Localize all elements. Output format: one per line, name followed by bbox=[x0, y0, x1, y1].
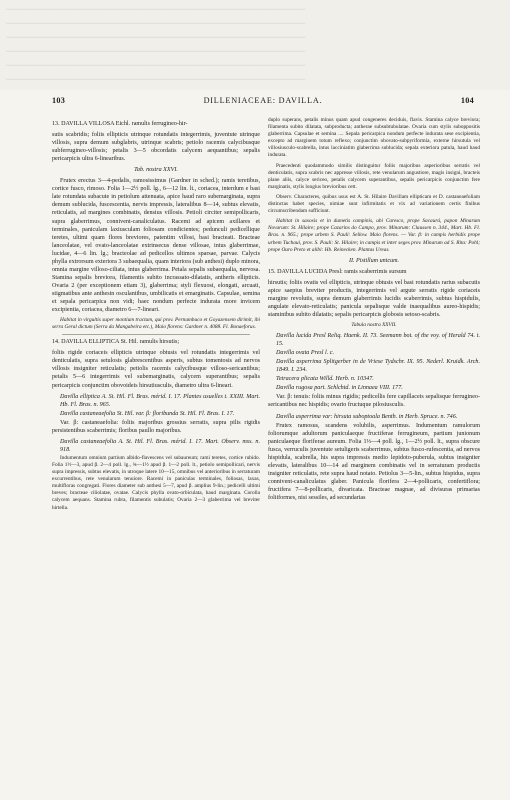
species-15-citation: Davilla asperrima Splitgerber in de Vriese Tydschr. IX. 95. Nederl. Kruidk. Arch. 1849. I. 234. bbox=[276, 359, 480, 374]
species-15-variety: Var. β: tenuis: foliis minus rigidis; pedicellis fere capillaceis sepalisque ferrugineo-sericantibus nec hispidis; ovario fructuque pilosiusculis. bbox=[268, 394, 480, 409]
ghost-text-line: ───────────────────────────────────────────────────────────────── bbox=[6, 48, 306, 55]
species-14-citation: Davilla elliptica A. St. Hil. Fl. Bras. mérid. I. 17. Plantes usuelles t. XXIII. Mart. Hb. Fl. Bras. n. 965. bbox=[60, 393, 260, 408]
species-15-plate: Tabula nostra XXVII. bbox=[351, 322, 397, 329]
divider bbox=[62, 334, 250, 335]
species-15-citation: Tetracera plicata Willd. Herb. n. 10347. bbox=[276, 376, 374, 383]
species-15-citation: Davilla rugosa part. Schlchtd. in Linnaea VIII. 177. bbox=[276, 385, 403, 392]
page-number-right: 104 bbox=[460, 96, 474, 105]
species-15-citation: Davilla ovata Presl l. c. bbox=[276, 350, 334, 357]
ghost-text-line: ───────────────────────────────────────────────────────────────── bbox=[6, 76, 306, 83]
species-13-plate: Tab. nostra XXVI. bbox=[134, 167, 178, 174]
species-14-description: Indumentum omnium partium albido-flavescens vel subaureum; rami teretes, cortice rubido. Folia 1½—3, apud β. 2—4 poll. lg., ¾—1½ apud β. 1—2 poll. lt., petiolo semipollicari, nervis supra impressis, subtus elevatis, in utroque latere 10—15, omnibus vel anterioribus in serraturam excurrentibus, rete venularum tenuiore. Racemi in paniculas terminales, foliosas, laxas, multifloras congregati. Flores diameter sub anthesi 5—7, apud β. amplius 9-lin.; pedicelli ultimi breves; bracteae ciliolatae, ovatae. Calycis phylla ovato-orbiculata, haud marginata. Corolla calycem aequans. Stamina rubra, filamentis subulatis; Ovaria 2—3 glaberrima vel breviter hirtella. bbox=[52, 454, 260, 511]
species-14-comparison: Praecedenti quodammodo similis distinguitur foliis majoribus asperioribus serratis vel denticulatis, supra scabris nec appresse villosis, rete venularum angustiore, magis insigni, bracteis plane aliis, calyce sericeo, petalis calycem superantibus, sepalis pericarpicis conjunctim fere marginatis, stylis longius brevioribus cett. bbox=[268, 162, 480, 190]
section-heading: II. Pistillum unicum. bbox=[348, 257, 400, 264]
species-13-diagnosis: sutis scabridis; foliis ellipticis utrinque rotundatis integerrimis, juventute utrinque villosis, supra demum subglabris, utrinque scabris; petiolo racemis calycibusque subferrugineo-villosis; petalis 3—5 obcordatis calycem aequantibus; sepalis pericarpicis ultra 6-linearibus. bbox=[52, 132, 260, 163]
species-15-title: 15. DAVILLA LUCIDA Presl: ramis scaberrimis sursum bbox=[268, 268, 407, 275]
previous-page-fragment bbox=[0, 0, 510, 90]
species-15-citation: Davilla asperrima var: hirsuta suboptoala Benth. in Herb. Spruce. n. 746. bbox=[276, 413, 458, 420]
species-14-habitat: Habitat in saxosis et in dumetis campinis, ubi Caresco, prope Sacaurá, papon Minarum Novarum: St. Hilaire; prope Cazarins do Campo, prov. Minarum: Claussen n. 344., Mart. Hb. Fl. Bras. n. 965.; prope urbem S. Pauli: Sellow. Maio florens. — Var. β: in campis herbidis prope urbem Tuchaui, prov. S. Pauli: St. Hilaire; in campis et inter seges prov. Minarum ad S. Rita: Pohl; prope Ouro Preto et alibi: Hb. Reinecken. Plantas Ureas. bbox=[268, 218, 480, 253]
species-14-diagnosis: foliis rigide coriaceis ellipticis utrinque obtusis vel rotundatis integerrimis vel denticulatis, supra setulosis glabrescentibus asperis, subtus tomentosis ad nervos villosis insigniter reticulatis; petiolis racemis calycibusque villoso-sericantibus; petalis 5—6 integerrimis vel subemarginatis, calycem superantibus; sepalis pericarpicis conjunctim obovoideis hirsutiusculis, diametro ultra 6-lineari. bbox=[52, 350, 260, 389]
species-15-description: Frutex ramosus, scandens volubilis, asperrimus. Indumentum ramulorum foliorumque adultorum paniculaeque fructiferae ferrugineum, partium junionum paniculaeque floriferae aureum. Folia 1⅓—4 poll. lg., 1—2½ poll. lt., supra obscure fusca, verruculis juventute setuligeris scaberrimus, subtus fusco-rufescentia, ad nervos hispidula, scabrella, his supra impressis medio lepidoto-puberula, subtus insigniter elevatis, lateralibus 10—14 ad marginem combinatis vel in serraturam productis insigniter reticulatis, rete supra haud notato. Petiolus 3—5-lin., subtus hispidus, supra connivent-canaliculatus glaber. Panicula floriferа 2—4-pollicaris, confertiflora; fructifera 7—8-pollicaris, divaricata. Bracteae magnae, ad divisuras primarias foliiformes, nisi sessiles, ad secundarias bbox=[268, 422, 480, 501]
ghost-text-line: ───────────────────────────────────────────────────────────────── bbox=[6, 6, 306, 13]
species-14-observation: Observ. Characteres, quibus usus est A. St. Hilaire Davillam ellipticam et D. castaneaefoliam distinctas habet species, nimiae sunt infirmitatis et vix ad variationem certis finibus circumscribendam sufficiunt. bbox=[268, 193, 480, 215]
species-14-citation: Davilla castaneaefolia St. Hil. var. β: floribunda St. Hil. Fl. Bras. I. 17. bbox=[60, 410, 235, 417]
ghost-text-line: ───────────────────────────────────────────────────────────────── bbox=[6, 20, 306, 27]
species-14-description-cont: duplo superans, petalis minus quam apud congeneres deciduis, flavis. Stamina calyce breviora; filamenta subito dilatata, subproducta; antherae subsubtubulatae. Ovaria cum stylis suboppositis glaberrima. Capsulae et semina .... Sepala pericarpica nondum perfecte indurata sese excipientia, excepto ad marginem totum reflexo; conjunctim obovato-subpyriformia, externe hirsutula vel villosiusculo-scabrella, intus lacciniatim glaberrima sublucida; sepala exteriora patula, haud haud indurata. bbox=[268, 117, 480, 159]
left-column bbox=[52, 117, 260, 515]
species-15-diagnosis: hirsutis; foliis ovatis vel ellipticis, utrinque obtusis vel basi rotundatis rarius subacutis apice saepius breviter productis, integerrimis vel argute serratis rigide coriaceis margine revolutis, supra demum glaberrimis lucidis scaberrimis, subtus hispidulis, angulate elevato-reticulatis; panicula sepalisque valde inaequalibus aureo-hispidis; staminibus subito dilatatis; sepalis pericarpicis globosis setoso-scabris. bbox=[268, 279, 480, 318]
right-column bbox=[268, 117, 480, 505]
species-13-title: 13. DAVILLA VILLOSA Eichl. ramulis ferrugineo-hir- bbox=[52, 121, 188, 127]
page-number-left: 103 bbox=[52, 96, 66, 105]
species-13-description: Frutex erectus 3—4-pedalis, ramosissimus (Gardner in sched.); ramis teretibus, cortice fusco, rimoso. Folia 1—2½ poll. lg., 6—12 lin. lt., coriacea, interdum e basi late rotundata subacute in petiolum attenuata, apice haud raro subemarginata, supra demum sublucida, fuscescentia, nervis impressis, lateralibus 8—14, subtus elevatis, reticulatis, ad margines combinatis, densius villosis. Petioli circiter semipollicaris, supra glaberrimus, connivent-canaliculatus. Racemi ad apicem axillares et terminales, paniculam laxiusculam foliosam condicientes; pedunculi pedicellique teretes, ultimi quam flores breviores, patentim villosi, basi bracteati. Bracteae lanceolatae, vel ovato-lanceolatae extrinsecus dense villosae, intus glaberrimae, lucidae, 4—6 lin. lg.; bracteolae ad pedicellos ultimos sparsae, parvae. Calycis phylla extrorsum exteriora 3 subaequalia, quam interiora (sub anthesi) duplo minora, omnia margine villoso-ciliata, intus glaberrima. Petala sepalis subaequalia, nervosa. Stamina sepalis breviora, filamentis subito incrassato-dilatatis, antheris ellipticis. Ovaria 2 (per exceptionem etiam 3), glaberrima; styli flexuosi, elongati, arcuati, stigmatibus ante anthesin osculantibus, umbilicatis et emarginatis. Capsulae, semina et sepala pericarpica non vidi; haec nondum perfecte indurata more invicem excipientia, coriacea, diametro 6—7-lineari. bbox=[52, 178, 260, 314]
ghost-text-line: ───────────────────────────────────────────────────────────────── bbox=[6, 62, 306, 69]
species-13-habitat: Habitat in virgultis super montium tractum, qui prov. Pernambuco et Goyazensem dirimit, ibi serra Geral dictum (Serra da Mangabeira etc.), Maio florens: Gardner n. 4088. Fl. Bonaeforus. bbox=[52, 317, 260, 331]
running-header bbox=[52, 96, 474, 110]
species-15-citation: Davilla lucida Presl Reliq. Haenk. II. 73. Seemann bot. of the voy. of Herald 74. t. 15. bbox=[276, 333, 480, 348]
ghost-text-line: ───────────────────────────────────────────────────────────────── bbox=[6, 34, 306, 41]
species-14-title: 14. DAVILLA ELLIPTICA St. Hil. ramulis hirsutis; bbox=[52, 339, 180, 346]
species-14-citation: Davilla castaneaefolia A. St. Hil. Fl. Bras. mérid. I. 17. Mart. Observ. mss. n. 918. bbox=[60, 438, 260, 453]
species-14-variety: Var. β: castaneaefolia: foliis majoribus grossius serratis, supra pilis rigidis persistentibus scaberrimis; floribus paullo majoribus. bbox=[52, 419, 260, 434]
running-title: DILLENIACEAE: DAVILLA. bbox=[203, 96, 323, 105]
